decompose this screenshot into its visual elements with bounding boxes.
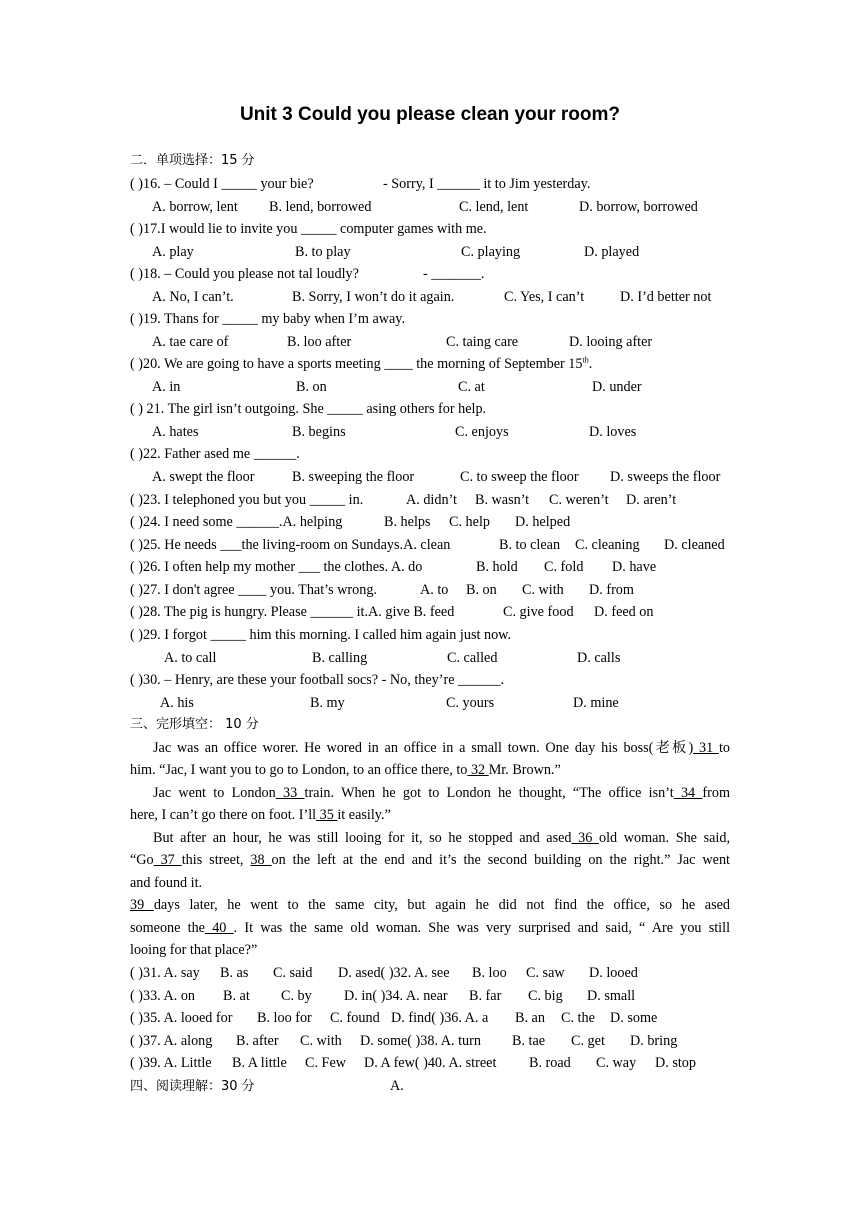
q24-stem: ( )24. I need some ______.A. helping [130,514,343,530]
question-28 [130,602,654,622]
passage-line-10: looing for that place?” [130,942,258,958]
question-23 [130,490,677,510]
q25-option-d: D. cleaned [664,537,725,553]
q27-option-d: D. from [589,582,634,598]
q23-option-b: B. wasn’t [475,492,530,508]
q29-option-d: D. calls [577,650,621,666]
question-17: ( )17.I would lie to invite you _____ computer games with me. [130,221,487,237]
q24-option-d: D. helped [515,514,571,530]
blank-40: 40 [204,920,234,936]
q29-option-b: B. calling [312,650,368,666]
q20-stem: ( )20. We are going to have a sports meeting ____ the morning of September 15 [130,356,583,372]
q29-option-a: A. to call [164,650,217,666]
q25-stem: ( )25. He needs ___the living-room on Sundays.A. clean [130,537,451,553]
q20-option-a: A. in [152,379,181,395]
q17-option-c: C. playing [461,244,521,260]
section4-heading: 四、阅读理解：30 分 [130,1079,255,1094]
q19-option-c: C. taing care [446,334,519,350]
q20-superscript: th [582,355,589,365]
blank-34: 34 [673,785,703,801]
passage-line-9: someone the 40 . It was the same old woman. She was very surprised and said, “ Are you still [130,920,731,936]
blank-35: 35 [316,807,338,823]
q17-option-a: A. play [152,244,194,260]
q18-stem: ( )18. – Could you please not tal loudly? [130,266,359,282]
question-27 [130,580,634,600]
q16-option-a: A. borrow, lent [152,199,238,215]
q30-option-d: D. mine [573,695,619,711]
q16-reply: - Sorry, I ______ it to Jim yesterday. [383,176,591,192]
q22-option-b: B. sweeping the floor [292,469,415,485]
q18-option-d: D. I’d better not [620,289,712,305]
passage-line-4: here, I can’t go there on foot. I’ll 35 it easily.” [130,807,391,823]
q27-option-c: C. with [522,582,564,598]
q25-option-b: B. to clean [499,537,561,553]
q16-stem: ( )16. – Could I _____ your bie? [130,176,314,192]
worksheet-page: Unit 3 Could you please clean your room? 二．单项选择：15 分 ( )16. – Could I _____ your bie? - Sorry, I ______ it to Jim yesterday. A. borrow, lent B. lend, borrowed C. lend, lent D. borrow, borrowed ( )17.I would lie to invite you _____ computer games with me. A. play B. to play C. playing D. played ( )18. – Could you please not tal loudly? - _______. A. No, I can’t. B. Sorry, I won’t do it again. C. Yes, I can’t D. I’d better not ( )19. Thans for _____ my baby when I’m away. A. tae care of B. loo after C. taing care D. looing after ( )20. We are going to have a sports meeting ____ the morning of September 15th. A. in B. on C. at D. under ( ) 21. The girl isn’t outgoing. She _____ asing others for help. A. hates B. begins C. enjoys D. loves ( )22. Father ased me ______. A. swept the floor B. sweeping the floor C. to sweep the floor D. sweeps the floor ( )23. I telephoned you but you _____ in. A. didn’t B. wasn’t C. weren’t D. aren’t ( )24. I need some ______.A. helping B. helps C. help D. helped ( )25. He needs ___the living-room on Sundays.A. clean B. to clean C. cleaning D. cleaned ( )26. I often help my mother ___ the clothes. A. do B. hold C. fold D. have ( )27. I don't agree ____ you. That’s wrong. A. to B. on C. with D. from ( )28. The pig is hungry. Please ______ it.A. give B. feed C. give food D. feed on ( )29. I forgot _____ him this morning. I called him again just now. A. to call B. calling C. called D. calls ( )30. – Henry, are these your football socs? - No, they’re ______. A. his B. my C. yours D. mine 三、完形填空： 10 分 Jac was an office worer. He wored in an office in a small town. One day his boss(老板) 31 to him. “Jac, I want you to go to London, to an office there, to 32 Mr. Brown.” Jac went to London 33 train. When he got to London he thought, “The office isn’t 34 from here, I can’t go there on foot. I’ll 35 it easily.” But after an hour, he was still looing for it, so he stopped and ased 36 old woman. She said, “Go 37 this street, 38 on the left at the end and it’s the second building on the right.” Jac went and found it. 39 days later, he went to the same city, but again he did not find the office, so he ased someone the 40 . It was the same old woman. She was very surprised and said, “ Are you still looing for that place?” ( )31. A. say B. as C. said D. ased( )32. A. see B. loo C. saw D. looed ( )33. A. on B. at C. by D. in( )34. A. near B. far C. big D. small ( )35. A. looed for B. loo for C. found D. find( )36. A. a B. an C. the D. some ( )37. A. along B. after C. with D. some( )38. A. turn B. tae C. get D. bring ( )39. A. Little B. A little C. Few D. A few( )40. A. street B. road C. way D. stop 四、阅读理解：30 分 A. [0,0,860,1216]
passage-line-3: Jac went to London 33 train. When he got to London he thought, “The office isn’t 34 from [153,785,731,801]
q20-end: . [588,356,593,372]
q24-option-c: C. help [449,514,490,530]
blank-38: 38 [250,852,272,868]
question-25 [130,535,725,555]
q27-stem: ( )27. I don't agree ____ you. That’s wrong. [130,582,377,598]
q23-option-a: A. didn’t [406,492,457,508]
q19-option-a: A. tae care of [152,334,229,350]
q18-option-b: B. Sorry, I won’t do it again. [292,289,455,305]
question-26 [130,557,657,577]
section2-heading: 二．单项选择：15 分 [130,153,255,168]
question-16 [130,174,591,194]
q23-option-d: D. aren’t [626,492,677,508]
passage-line-6: “Go 37 this street, 38 on the left at the end and it’s the second building on the right.” Jac went [130,852,730,868]
q28-option-c: C. give food [503,604,574,620]
q30-option-c: C. yours [446,695,495,711]
blank-36: 36 [571,830,599,846]
page-title: Unit 3 Could you please clean your room? [239,104,621,125]
blank-33: 33 [275,785,305,801]
passage-line-5: But after an hour, he was still looing for it, so he stopped and ased 36 old woman. She said, [153,830,731,846]
q21-option-a: A. hates [152,424,199,440]
passage-line-2: him. “Jac, I want you to go to London, to an office there, to 32 Mr. Brown.” [130,762,561,778]
q18-option-a: A. No, I can’t. [152,289,234,305]
question-22: ( )22. Father ased me ______. [130,446,300,462]
q22-option-a: A. swept the floor [152,469,255,485]
q16-option-b: B. lend, borrowed [269,199,372,215]
q19-option-b: B. loo after [287,334,352,350]
q16-option-d: D. borrow, borrowed [579,199,698,215]
section4-row [130,1076,404,1097]
q18-option-c: C. Yes, I can’t [504,289,585,305]
q23-option-c: C. weren’t [549,492,609,508]
q20-option-b: B. on [296,379,327,395]
passage-line-8: 39 days later, he went to the same city, but again he did not find the office, so he ased [130,897,730,913]
q21-option-b: B. begins [292,424,346,440]
q29-option-c: C. called [447,650,498,666]
q22-option-c: C. to sweep the floor [460,469,579,485]
q24-option-b: B. helps [384,514,431,530]
question-18 [130,264,485,284]
q26-stem: ( )26. I often help my mother ___ the clothes. A. do [130,559,423,575]
q21-option-c: C. enjoys [455,424,509,440]
q19-option-d: D. looing after [569,334,653,350]
q20-option-d: D. under [592,379,642,395]
passage-line-7: and found it. [130,875,203,891]
q18-reply: - _______. [423,266,485,282]
q26-option-c: C. fold [544,559,584,575]
q23-stem: ( )23. I telephoned you but you _____ in. [130,492,364,508]
blank-39: 39 [130,897,154,913]
q28-stem: ( )28. The pig is hungry. Please ______ it.A. give B. feed [130,604,455,620]
q17-option-b: B. to play [295,244,351,260]
question-29: ( )29. I forgot _____ him this morning. I called him again just now. [130,627,512,643]
passage-line-1: Jac was an office worer. He wored in an office in a small town. One day his boss(老板) 31 to [153,740,730,756]
q26-option-b: B. hold [476,559,518,575]
q22-option-d: D. sweeps the floor [610,469,721,485]
question-21: ( ) 21. The girl isn’t outgoing. She _____ asing others for help. [130,401,487,417]
question-24 [130,512,571,532]
q25-option-c: C. cleaning [575,537,640,553]
question-20 [130,354,592,374]
q21-option-d: D. loves [589,424,637,440]
q30-option-a: A. his [160,695,194,711]
blank-31: 31 [693,740,719,756]
q27-option-a: A. to [420,582,449,598]
question-30: ( )30. – Henry, are these your football socs? - No, they’re ______. [130,672,505,688]
q20-option-c: C. at [458,379,485,395]
section3-heading: 三、完形填空： 10 分 [130,717,259,732]
q28-option-d: D. feed on [594,604,654,620]
blank-37: 37 [153,852,182,868]
question-19: ( )19. Thans for _____ my baby when I’m away. [130,311,406,327]
q30-option-b: B. my [310,695,345,711]
blank-32: 32 [467,762,489,778]
q16-option-c: C. lend, lent [459,199,529,215]
q27-option-b: B. on [466,582,497,598]
q17-option-d: D. played [584,244,640,260]
q26-option-d: D. have [612,559,657,575]
passage-a-label: A. [390,1078,404,1094]
